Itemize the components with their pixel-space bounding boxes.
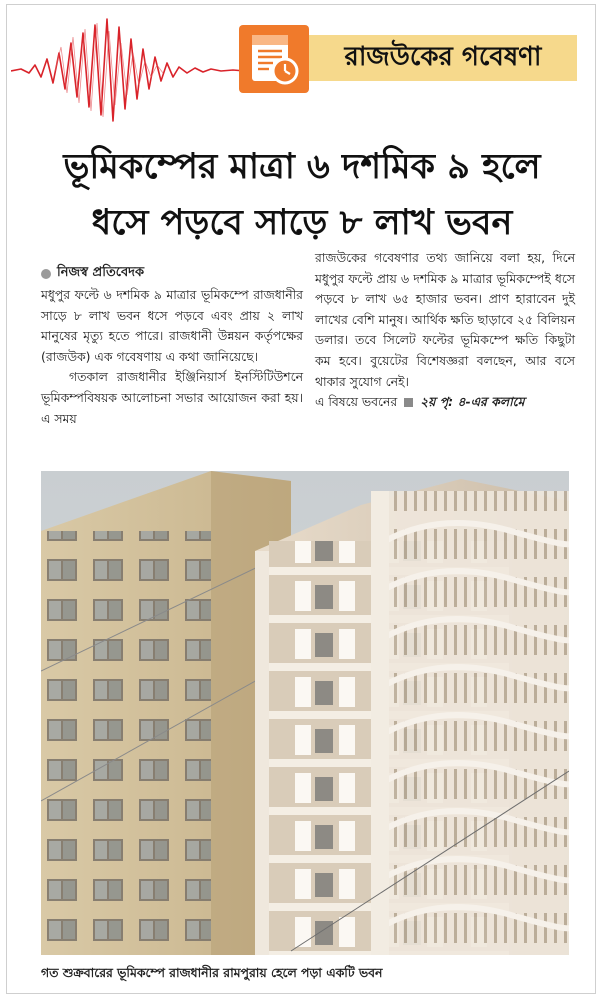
headline-line-1: ভূমিকম্পের মাত্রা ৬ দশমিক ৯ হলে <box>63 147 541 187</box>
article-paragraph: মধুপুর ফল্টে ৬ দশমিক ৯ মাত্রার ভূমিকম্পে রাজধানীর সাড়ে ৮ লাখ ভবন ধসে পড়বে এবং প্রায় ২ লাখ মানুষের মৃত্যু হতে পারে। রাজধানী উন্নয়ন কর্তৃপক্ষের (রাজউক) এক গবেষণায় এ কথা জানিয়েছে। <box>41 287 303 364</box>
article-column-left <box>41 285 303 429</box>
seismograph-wave-icon <box>11 13 259 125</box>
byline-text: নিজস্ব প্রতিবেদক <box>57 265 145 280</box>
article-column-right <box>315 248 575 413</box>
document-clock-icon <box>239 25 309 93</box>
byline <box>41 263 144 284</box>
continued-prefix: এ বিষয়ে ভবনের <box>315 394 398 410</box>
article-paragraph: রাজউকের গবেষণার তথ্য জানিয়ে বলা হয়, দিনে মধুপুর ফল্টে প্রায় ৬ দশমিক ৯ মাত্রার ভূমিকম্পেই ধসে পড়বে ৮ লাখ ৬৫ হাজার ভবন। প্রাণ হারাবেন দুই লাখের বেশি মানুষ। আর্থিক ক্ষতি ছাড়াবে ২৫ বিলিয়ন ডলার। তবে সিলেট ফল্টের ভূমিকম্পে ক্ষতি কিছুটা কম হবে। বুয়েটের বিশেষজ্ঞরা বলছেন, আর বসে থাকার সুযোগ নেই। <box>315 250 575 389</box>
section-header <box>7 5 595 125</box>
headline-line-2: ধসে পড়বে সাড়ে ৮ লাখ ভবন <box>91 203 513 243</box>
continued-reference: ২য় পৃ: ৪-এর কলামে <box>420 394 525 410</box>
continued-line <box>315 392 575 413</box>
photo-caption: গত শুক্রবারের ভূমিকম্পে রাজধানীর রামপুরায় হেলে পড়া একটি ভবন <box>41 965 383 980</box>
newspaper-clipping <box>6 4 596 994</box>
building-photo <box>41 471 569 955</box>
headline <box>27 139 577 251</box>
square-bullet-icon <box>404 398 413 407</box>
bullet-dot-icon <box>41 269 51 279</box>
article-paragraph: গতকাল রাজধানীর ইঞ্জিনিয়ার্স ইনস্টিটিউশনে ভূমিকম্পবিষয়ক আলোচনা সভার আয়োজন করা হয়। এ সময় <box>41 369 303 426</box>
section-label: রাজউকের গবেষণা <box>309 35 577 81</box>
